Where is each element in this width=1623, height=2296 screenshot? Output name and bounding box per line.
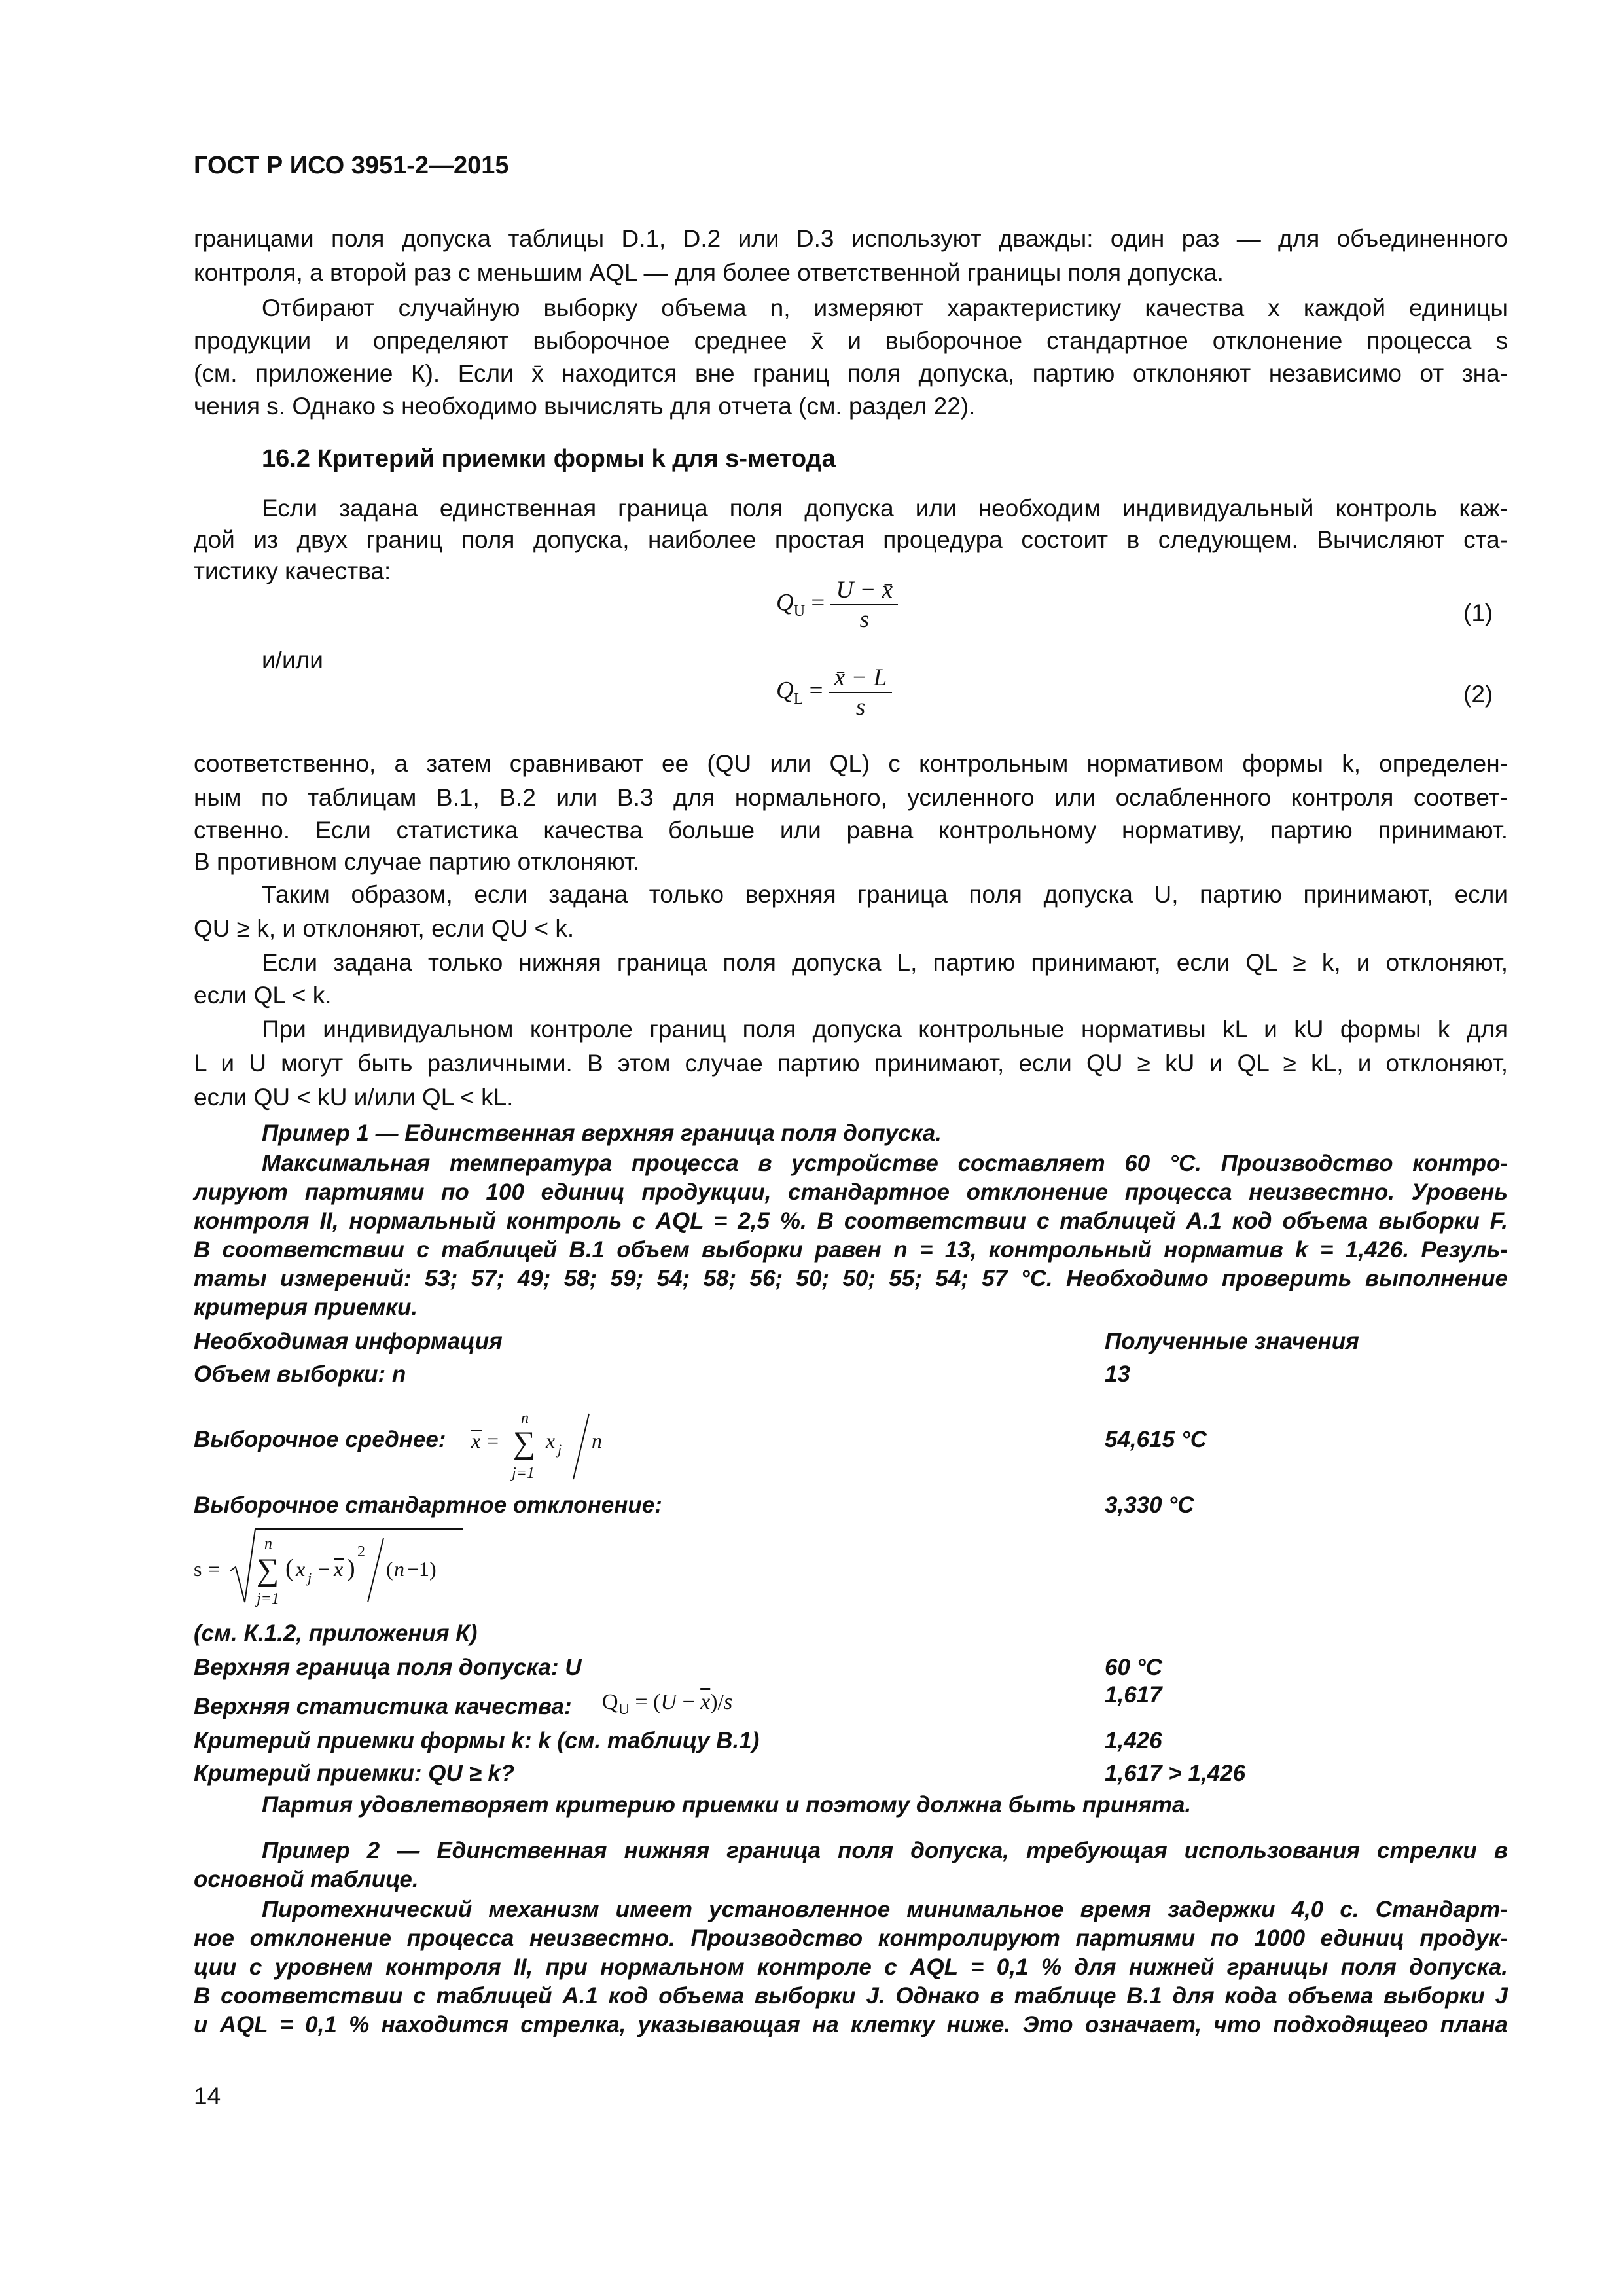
- formula-2-number: (2): [1463, 681, 1493, 708]
- svg-text:j=1: j=1: [512, 1465, 535, 1482]
- table-row-right: 13: [1105, 1361, 1130, 1387]
- example-line: ное отклонение процесса неизвестно. Производство контролируют партиями по 1000 единиц продук-: [194, 1926, 1508, 1951]
- svg-text:n: n: [521, 1410, 529, 1427]
- paragraph-line: тистику качества:: [194, 558, 391, 584]
- paragraph-line: если QL < k.: [194, 982, 332, 1009]
- formula-1-numerator: U − x̄: [830, 576, 898, 605]
- std-deviation-formula-graphic: [194, 1525, 482, 1610]
- svg-text:2: 2: [357, 1543, 365, 1560]
- paragraph-line: соответственно, а затем сравнивают ее (QU или QL) с контрольным нормативом формы k, определен-: [194, 750, 1508, 777]
- svg-text:j: j: [308, 1570, 312, 1586]
- example-line: основной таблице.: [194, 1867, 419, 1892]
- example-line: Максимальная температура процесса в устройстве составляет 60 °С. Производство контро-: [262, 1151, 1508, 1176]
- svg-text:(: (: [386, 1557, 393, 1581]
- example-line: В соответствии с таблицей В.1 объем выборки равен n = 13, контрольный норматив k = 1,426. Резуль-: [194, 1237, 1508, 1263]
- table-row-left: Критерий приемки: QU ≥ k?: [194, 1761, 515, 1786]
- sample-mean-formula: [471, 1407, 622, 1486]
- formula-2-numerator: x̄ − L: [829, 664, 892, 693]
- paragraph-line: если QU < kU и/или QL < kL.: [194, 1084, 514, 1111]
- formula-2-denominator: s: [855, 694, 866, 721]
- svg-text:): ): [347, 1554, 355, 1582]
- paragraph-line: дой из двух границ поля допуска, наиболее простая процедура состоит в следующем. Вычисляют ста-: [194, 526, 1508, 553]
- example-line: лируют партиями по 100 единиц продукции, стандартное отклонение процесса неизвестно. Уровень: [194, 1179, 1508, 1205]
- table-row-left: Критерий приемки формы k: k (см. таблицу В.1): [194, 1728, 760, 1753]
- svg-text:n: n: [394, 1557, 404, 1581]
- formula-1-denominator: s: [859, 606, 869, 633]
- table-row-right: 3,330 °С: [1105, 1492, 1194, 1518]
- svg-text:j=1: j=1: [257, 1590, 279, 1607]
- paragraph-line: контроля, а второй раз с меньшим AQL — для более ответственной границы поля допуска.: [194, 259, 1224, 286]
- example-line: ции с уровнем контроля II, при нормальном контроле с AQL = 0,1 % для нижней границы поля допуска.: [194, 1954, 1508, 1980]
- svg-text:−1): −1): [407, 1557, 437, 1581]
- svg-text:=: =: [487, 1429, 499, 1452]
- paragraph-line: При индивидуальном контроле границ поля допуска контрольные нормативы kL и kU формы k для: [262, 1016, 1508, 1043]
- paragraph-line: Если задана только нижняя граница поля допуска L, партию принимают, если QL ≥ k, и отклоняют,: [262, 949, 1508, 976]
- table-row-left: Объем выборки: n: [194, 1361, 406, 1387]
- std-deviation-formula: [194, 1525, 482, 1610]
- paragraph-line: (см. приложение К). Если x̄ находится вне границ поля допуска, партию отклоняют независимо от зна-: [194, 360, 1508, 387]
- table-row-left: Верхняя статистика качества:: [194, 1694, 572, 1719]
- document-header: ГОСТ Р ИСО 3951-2—2015: [194, 152, 509, 179]
- table-row-left: Выборочное стандартное отклонение:: [194, 1492, 662, 1518]
- example-line: Пиротехнический механизм имеет установленное минимальное время задержки 4,0 с. Стандарт-: [262, 1897, 1508, 1922]
- paragraph-line: ным по таблицам B.1, B.2 или B.3 для нормального, усиленного или ослабленного контроля соответ-: [194, 784, 1508, 811]
- example-line: таты измерений: 53; 57; 49; 58; 59; 54; 58; 56; 50; 50; 55; 54; 57 °С. Необходимо проверить выполнение: [194, 1266, 1508, 1291]
- page-number: 14: [194, 2083, 221, 2109]
- paragraph-line: QU ≥ k, и отклоняют, если QU < k.: [194, 915, 575, 942]
- and-or-label: и/или: [262, 647, 323, 673]
- table-row-right: 54,615 °С: [1105, 1427, 1207, 1452]
- table-row-right: 60 °С: [1105, 1655, 1162, 1680]
- svg-text:n: n: [264, 1535, 272, 1552]
- paragraph-line: ственно. Если статистика качества больше или равна контрольному нормативу, партию принимают.: [194, 817, 1508, 844]
- example-line: Пример 2 — Единственная нижняя граница поля допуска, требующая использования стрелки в: [262, 1838, 1508, 1863]
- svg-text:x: x: [546, 1429, 556, 1452]
- svg-text:n: n: [592, 1429, 602, 1452]
- table-row-right: 1,426: [1105, 1728, 1162, 1753]
- example-line: и AQL = 0,1 % находится стрелка, указывающая на клетку ниже. Это означает, что подходящего плана: [194, 2012, 1508, 2037]
- svg-text:−: −: [318, 1557, 330, 1581]
- table-row-left: Верхняя граница поля допуска: U: [194, 1655, 582, 1680]
- table-row-left: Выборочное среднее:: [194, 1427, 446, 1452]
- section-heading: 16.2 Критерий приемки формы k для s-метода: [262, 445, 836, 473]
- paragraph-line: Таким образом, если задана только верхняя граница поля допуска U, партию принимают, если: [262, 881, 1508, 908]
- example-1-conclusion: Партия удовлетворяет критерию приемки и поэтому должна быть принята.: [262, 1792, 1192, 1818]
- paragraph-line: продукции и определяют выборочное среднее x̄ и выборочное стандартное отклонение процесса s: [194, 327, 1508, 354]
- sample-mean-formula-graphic: [471, 1407, 622, 1486]
- svg-text:(: (: [285, 1554, 294, 1582]
- table-row-right: 1,617 > 1,426: [1105, 1761, 1246, 1786]
- formula-2: $Q_L$ = $\frac{x̄ - L}{s}$: [776, 664, 892, 721]
- svg-text:=: =: [208, 1557, 221, 1581]
- table-header-left: Необходимая информация: [194, 1329, 503, 1354]
- paragraph-line: Если задана единственная граница поля допуска или необходим индивидуальный контроль каж-: [262, 495, 1508, 522]
- example-line: контроля II, нормальный контроль с AQL = 2,5 %. В соответствии с таблицей А.1 код объема выборки F.: [194, 1208, 1508, 1234]
- paragraph-line: чения s. Однако s необходимо вычислять для отчета (см. раздел 22).: [194, 393, 976, 420]
- formula-1-number: (1): [1463, 600, 1493, 626]
- example-1-title: Пример 1 — Единственная верхняя граница поля допуска.: [262, 1121, 942, 1146]
- paragraph-line: Отбирают случайную выборку объема n, измеряют характеристику качества x каждой единицы: [262, 295, 1508, 321]
- table-row-right: 1,617: [1105, 1682, 1162, 1708]
- formula-1: $Q_U$ = $\frac{U - x̄}{s}$: [776, 576, 898, 634]
- svg-text:x: x: [471, 1429, 481, 1452]
- example-line: критерия приемки.: [194, 1295, 418, 1320]
- paragraph-line: границами поля допуска таблицы D.1, D.2 или D.3 используют дважды: один раз — для объединенного: [194, 225, 1508, 252]
- svg-text:∑: ∑: [513, 1426, 536, 1460]
- paragraph-line: В противном случае партию отклоняют.: [194, 848, 640, 875]
- svg-text:x: x: [334, 1557, 344, 1581]
- table-row-left: (см. К.1.2, приложения К): [194, 1621, 478, 1646]
- upper-statistic-formula: $Q_U = (U - \overline{x})/s$: [602, 1690, 733, 1718]
- svg-text:∑: ∑: [257, 1552, 279, 1587]
- svg-text:s: s: [194, 1557, 202, 1581]
- svg-text:j: j: [558, 1441, 562, 1458]
- example-line: В соответствии с таблицей А.1 код объема выборки J. Однако в таблице В.1 для кода объема выборки J: [194, 1983, 1508, 2009]
- table-header-right: Полученные значения: [1105, 1329, 1359, 1354]
- paragraph-line: L и U могут быть различными. В этом случае партию принимают, если QU ≥ kU и QL ≥ kL, и отклоняют,: [194, 1050, 1508, 1077]
- svg-text:x: x: [296, 1557, 306, 1581]
